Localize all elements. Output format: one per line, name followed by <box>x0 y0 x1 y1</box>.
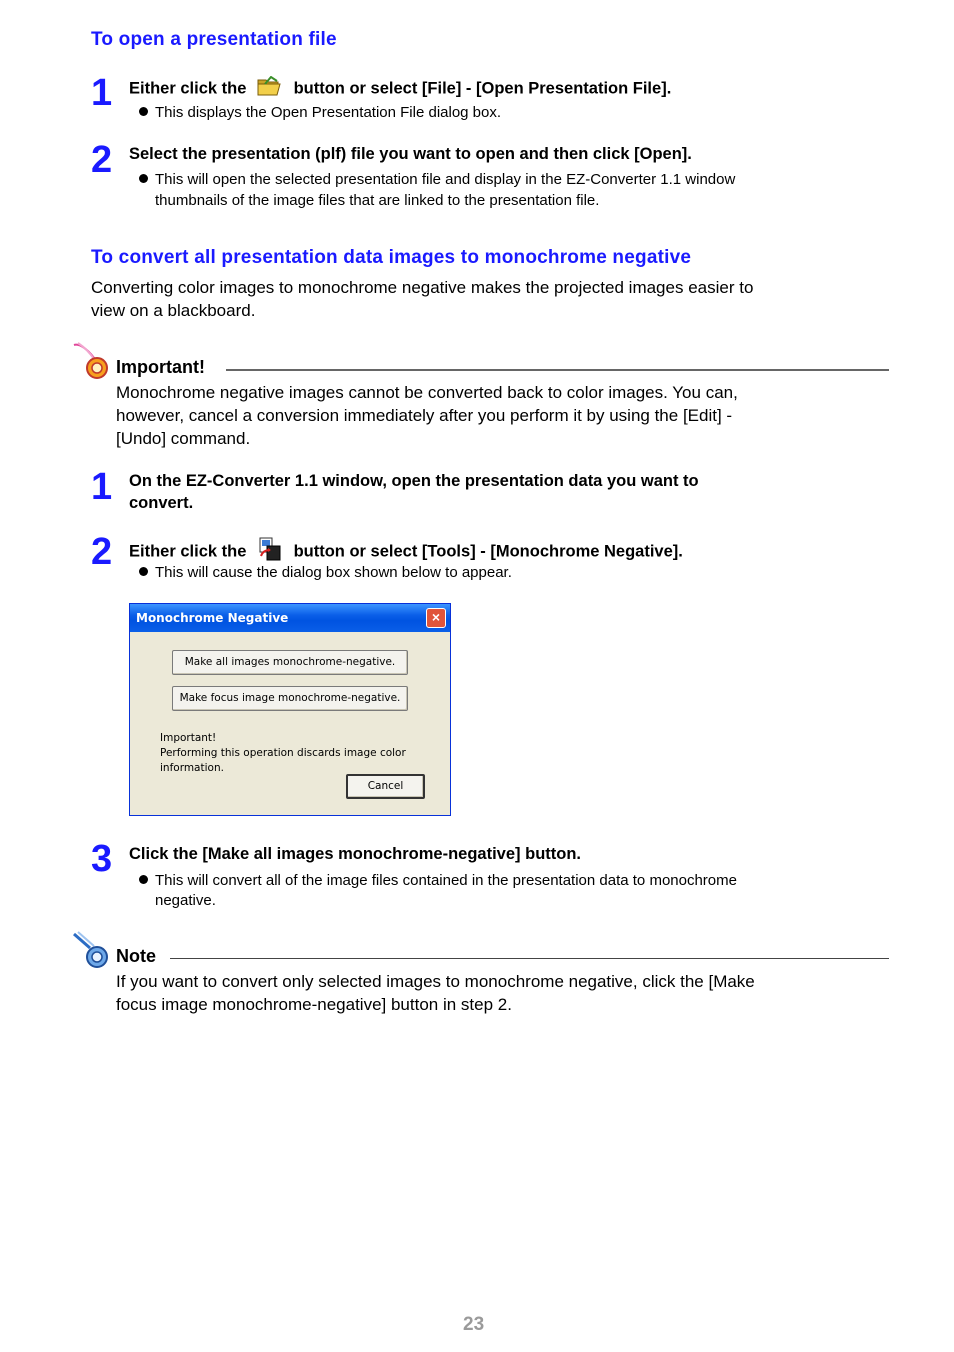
step-number: 2 <box>91 139 113 181</box>
folder-open-icon <box>257 76 283 102</box>
intro-text: view on a blackboard. <box>91 301 256 320</box>
cancel-button[interactable]: Cancel <box>346 774 425 799</box>
step-instruction: On the EZ-Converter 1.1 window, open the presentation data you want to <box>129 472 699 490</box>
page-number: 23 <box>463 1314 485 1335</box>
step-instruction: Select the presentation (plf) file you want to open and then click [Open]. <box>129 145 692 163</box>
important-pin-icon <box>72 341 112 386</box>
note-label: Note <box>116 946 156 966</box>
important-label: Important! <box>116 357 205 377</box>
step-instruction: Click the [Make all images monochrome-negative] button. <box>129 845 582 863</box>
dialog-warning-text: Performing this operation discards image color information. <box>160 747 406 774</box>
bullet-dot <box>139 875 148 884</box>
step-number: 2 <box>91 531 113 573</box>
step-number: 3 <box>91 838 113 880</box>
step-note: negative. <box>155 892 216 909</box>
step-note: This will open the selected presentation file and display in the EZ-Converter 1.1 window <box>155 171 736 188</box>
make-focus-negative-button[interactable]: Make focus image monochrome-negative. <box>172 686 408 711</box>
step-text-before: Either click the <box>129 542 247 561</box>
important-rule <box>226 369 889 371</box>
dialog-title: Monochrome Negative <box>130 604 450 632</box>
dialog-warning-title: Important! <box>160 732 217 744</box>
step-text-before: Either click the <box>129 79 247 98</box>
important-text: [Undo] command. <box>116 429 251 448</box>
bullet-dot <box>139 567 148 576</box>
bullet-dot <box>139 174 148 183</box>
section-heading-monochrome: To convert all presentation data images to monochrome negative <box>91 247 692 268</box>
step-number: 1 <box>91 466 113 508</box>
bullet-dot <box>139 107 148 116</box>
important-text: however, cancel a conversion immediately after you perform it by using the [Edit] - <box>116 406 733 425</box>
make-all-negative-button[interactable]: Make all images monochrome-negative. <box>172 650 408 675</box>
step-number: 1 <box>91 72 113 114</box>
close-icon[interactable]: × <box>426 608 446 628</box>
step-note: thumbnails of the image files that are linked to the presentation file. <box>155 192 600 209</box>
note-rule <box>170 958 889 959</box>
intro-text: Converting color images to monochrome negative makes the projected images easier to <box>91 278 754 297</box>
monochrome-negative-dialog <box>129 603 451 816</box>
step-text-after: button or select [Tools] - [Monochrome Negative]. <box>293 542 683 561</box>
important-text: Monochrome negative images cannot be converted back to color images. You can, <box>116 383 738 402</box>
note-text: focus image monochrome-negative] button in step 2. <box>116 995 512 1014</box>
step-instruction <box>129 76 671 102</box>
step-text-after: button or select [File] - [Open Presentation File]. <box>293 79 672 98</box>
note-pencil-icon <box>72 930 112 975</box>
step-note: This displays the Open Presentation File dialog box. <box>155 104 502 121</box>
step-note: This will convert all of the image files contained in the presentation data to monochrome <box>155 872 737 889</box>
section-heading-open-file: To open a presentation file <box>91 29 337 50</box>
step-instruction: convert. <box>129 494 194 512</box>
step-note: This will cause the dialog box shown below to appear. <box>155 564 512 581</box>
note-text: If you want to convert only selected images to monochrome negative, click the [Make <box>116 972 755 991</box>
